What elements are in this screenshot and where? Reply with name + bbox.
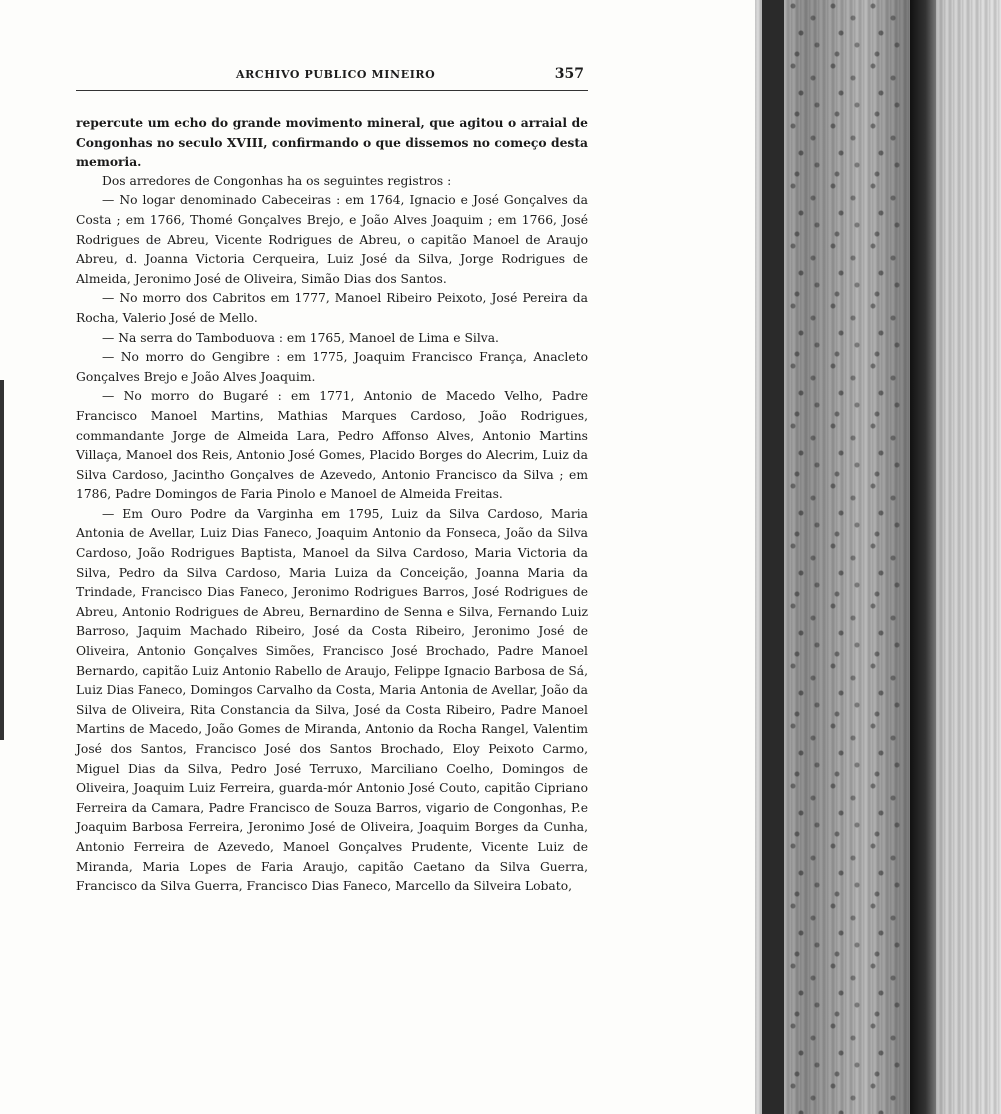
scan-black-band bbox=[910, 0, 936, 1114]
body-text bbox=[76, 113, 588, 897]
header-rule bbox=[76, 90, 588, 91]
scan-dark-strip bbox=[762, 0, 784, 1114]
left-scan-mark bbox=[0, 380, 4, 740]
scan-noise bbox=[785, 0, 911, 1114]
paragraph-3: — No logar denominado Cabeceiras : em 1764, Ignacio e José Gonçalves da Costa ; em 1766, Thomé Gonçalves Brejo, e João Alves Joaquim ; em 1766, José Rodrigues de Abreu, Vicente Rodrigues de Abreu, o capitão Manoel de Araujo Abreu, d. Joanna Victoria Cerqueira, Luiz José da Silva, Jorge Rodrigues de Almeida, Jeronimo José de Oliveira, Simão Dias dos Santos. bbox=[76, 193, 588, 286]
paragraph-5: — Na serra do Tamboduova : em 1765, Manoel de Lima e Silva. bbox=[102, 330, 499, 345]
page-header bbox=[76, 66, 588, 86]
paragraph-7: — No morro do Bugaré : em 1771, Antonio de Macedo Velho, Padre Francisco Manoel Martins, Mathias Marques Cardoso, João Rodrigues, commandante Jorge de Almeida Lara, Pedro Affonso Alves, Antonio Martins Villaça, Manoel dos Reis, Antonio José Gomes, Placido Borges do Alecrim, Luiz da Silva Cardoso, Jacintho Gonçalves de Azevedo, Antonio Francisco da Silva ; em 1786, Padre Domingos de Faria Pinolo e Manoel de Almeida Freitas. bbox=[76, 389, 588, 502]
running-head: ARCHIVO PUBLICO MINEIRO bbox=[236, 68, 436, 81]
paragraph-8: — Em Ouro Podre da Varginha em 1795, Luiz da Silva Cardoso, Maria Antonia de Avellar, Luiz Dias Faneco, Joaquim Antonio da Fonseca, João da Silva Cardoso, João Rodrigues Baptista, Manoel da Silva Cardoso, Maria Victoria da Silva, Pedro da Silva Cardoso, Maria Luiza da Conceição, Joanna Maria da Trindade, Francisco Dias Faneco, Jeronimo Rodrigues Barros, José Rodrigues de Abreu, Antonio Rodrigues de Abreu, Bernardino de Senna e Silva, Fernando Luiz Barroso, Jaquim Machado Ribeiro, José da Costa Ribeiro, Jeronimo José de Oliveira, Antonio Gonçalves Simões, Francisco José Brochado, Padre Manoel Bernardo, capitão Luiz Antonio Rabello de Araujo, Felippe Ignacio Barbosa de Sá, Luiz Dias Faneco, Domingos Carvalho da Costa, Maria Antonia de Avellar, João da Silva de Oliveira, Rita Constancia da Silva, José da Costa Ribeiro, Padre Manoel Martins de Macedo, João Gomes de Miranda, Antonio da Rocha Rangel, Valentim José dos Santos, Francisco José dos Santos Brochado, Eloy Peixoto Carmo, Miguel Dias da Silva, Pedro José Terruxo, Marciliano Coelho, Domingos de Oliveira, Joaquim Luiz Ferreira, guarda-mór Antonio José Couto, capitão Cipriano Ferreira da Camara, Padre Francisco de Souza Barros, vigario de Congonhas, P.e Joaquim Barbosa Ferreira, Jeronimo José de Oliveira, Joaquim Borges da Cunha, Antonio Ferreira de Azevedo, Manoel Gonçalves Prudente, Vicente Luiz de Miranda, Maria Lopes de Faria Araujo, capitão Caetano da Silva Guerra, Francisco da Silva Guerra, Francisco Dias Faneco, Marcello da Silveira Lobato, bbox=[76, 506, 588, 894]
paragraph-4: — No morro dos Cabritos em 1777, Manoel Ribeiro Peixoto, José Pereira da Rocha, Valerio José de Mello. bbox=[76, 291, 588, 325]
paragraph-6: — No morro do Gengibre : em 1775, Joaquim Francisco França, Anacleto Gonçalves Brejo e João Alves Joaquim. bbox=[76, 350, 588, 384]
paragraph-1: repercute um echo do grande movimento mineral, que agitou o arraial de Congonhas no seculo XVIII, confirmando o que dissemos no começo desta memoria. bbox=[76, 115, 588, 170]
paragraph-2: Dos arredores de Congonhas ha os seguintes registros : bbox=[102, 173, 452, 188]
page-number: 357 bbox=[554, 66, 584, 82]
